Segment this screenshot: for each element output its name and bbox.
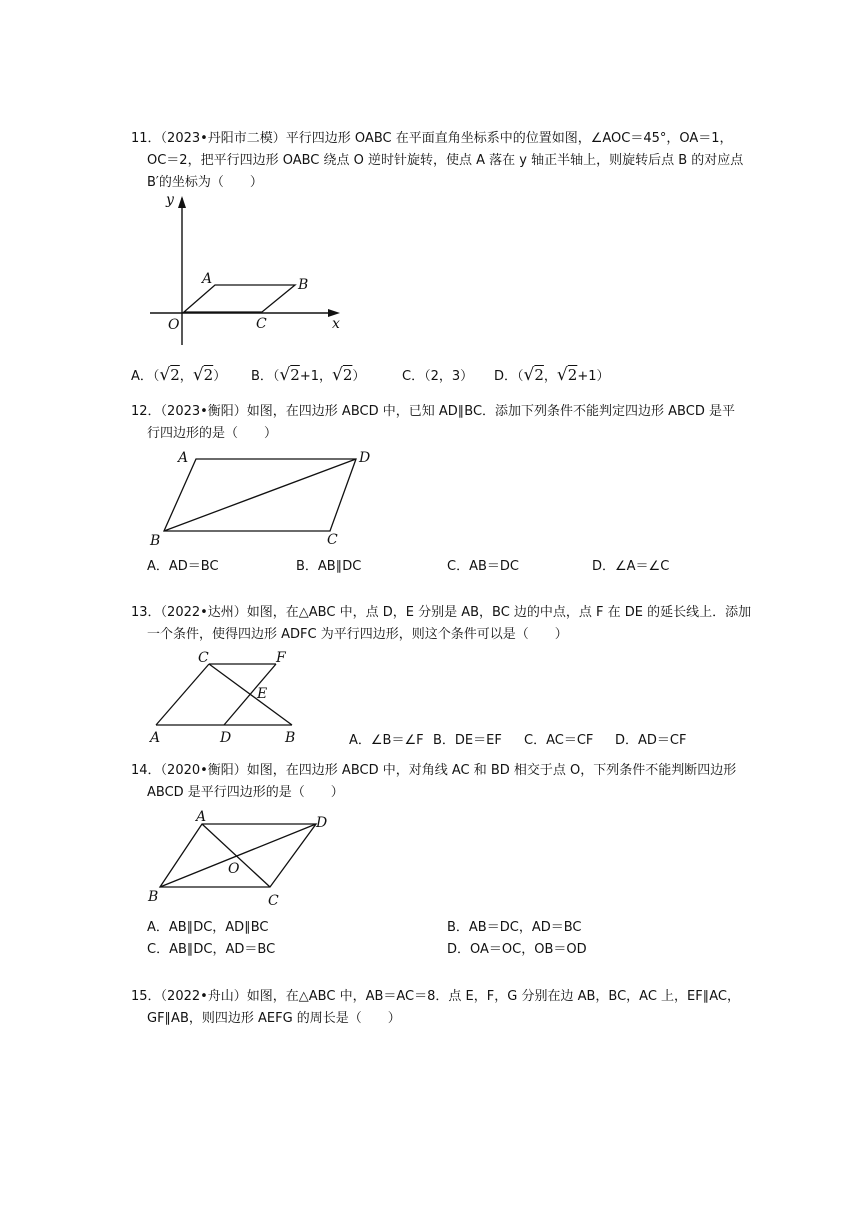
q12-label-A: A: [178, 450, 189, 466]
q11-option-b: B．（√2+1，√2）: [251, 365, 366, 385]
q14-label-O: O: [228, 861, 240, 877]
q11-option-a: A．（√2，√2）: [131, 365, 227, 385]
q14-option-a: A．AB∥DC，AD∥BC: [147, 920, 269, 935]
q11-label-O: O: [168, 317, 180, 333]
q12-figure: [140, 445, 380, 550]
q15-stem-line1: 15．（2022•舟山）如图，在△ABC 中，AB＝AC＝8．点 E，F，G 分别在边 AB，BC，AC 上，EF∥AC，: [131, 989, 740, 1004]
q14-label-A: A: [196, 809, 207, 825]
q13-option-a: A．∠B＝∠F: [349, 733, 424, 748]
q12-label-C: C: [327, 532, 338, 548]
q13-label-E: E: [257, 686, 268, 702]
q11-option-c: C．（2，3）: [402, 369, 474, 384]
q11-option-d: D．（√2，√2+1）: [494, 365, 610, 385]
q13-label-F: F: [276, 650, 286, 666]
q12-option-c: C．AB＝DC: [447, 559, 519, 574]
q14-label-D: D: [316, 815, 328, 831]
q13-label-C: C: [198, 650, 209, 666]
q14-label-B: B: [148, 889, 159, 905]
q13-stem-line2: 一个条件，使得四边形 ADFC 为平行四边形，则这个条件可以是（ ）: [147, 627, 568, 642]
q11-label-B: B: [298, 277, 309, 293]
q14-label-C: C: [268, 893, 279, 909]
q13-option-c: C．AC＝CF: [524, 733, 594, 748]
q11-label-C: C: [256, 316, 267, 332]
q12-option-b: B．AB∥DC: [296, 559, 362, 574]
q13-label-D: D: [220, 730, 232, 746]
q14-stem-line1: 14．（2020•衡阳）如图，在四边形 ABCD 中，对角线 AC 和 BD 相交于点 O，下列条件不能判断四边形: [131, 763, 737, 778]
q13-option-d: D．AD＝CF: [615, 733, 687, 748]
q15-stem-line2: GF∥AB，则四边形 AEFG 的周长是（ ）: [147, 1011, 401, 1026]
q11-stem-line3: B′的坐标为（ ）: [147, 175, 263, 190]
q12-option-a: A．AD＝BC: [147, 559, 219, 574]
q12-stem-line1: 12．（2023•衡阳）如图，在四边形 ABCD 中，已知 AD∥BC．添加下列条件不能判定四边形 ABCD 是平: [131, 404, 735, 419]
q13-option-b: B．DE＝EF: [433, 733, 502, 748]
q14-option-d: D．OA＝OC，OB＝OD: [447, 942, 587, 957]
q12-label-B: B: [150, 533, 161, 549]
q13-stem-line1: 13．（2022•达州）如图，在△ABC 中，点 D，E 分别是 AB，BC 边的中点，点 F 在 DE 的延长线上．添加: [131, 605, 752, 620]
q12-option-d: D．∠A＝∠C: [592, 559, 670, 574]
q14-option-b: B．AB＝DC，AD＝BC: [447, 920, 582, 935]
q11-label-x: x: [332, 316, 340, 332]
q11-label-y: y: [166, 192, 174, 208]
q11-figure: [140, 190, 360, 350]
q11-stem-line2: OC＝2，把平行四边形 OABC 绕点 O 逆时针旋转，使点 A 落在 y 轴正半轴上，则旋转后点 B 的对应点: [147, 153, 744, 168]
q12-stem-line2: 行四边形的是（ ）: [147, 426, 278, 441]
q13-label-A: A: [150, 730, 161, 746]
q14-figure: [140, 805, 340, 910]
q14-option-c: C．AB∥DC，AD＝BC: [147, 942, 276, 957]
q12-label-D: D: [359, 450, 371, 466]
q11-stem-line1: 11．（2023•丹阳市二模）平行四边形 OABC 在平面直角坐标系中的位置如图，∠AOC＝45°，OA＝1，: [131, 131, 733, 146]
q13-label-B: B: [285, 730, 296, 746]
q11-label-A: A: [202, 271, 213, 287]
q13-figure: [140, 645, 320, 747]
q14-stem-line2: ABCD 是平行四边形的是（ ）: [147, 785, 344, 800]
